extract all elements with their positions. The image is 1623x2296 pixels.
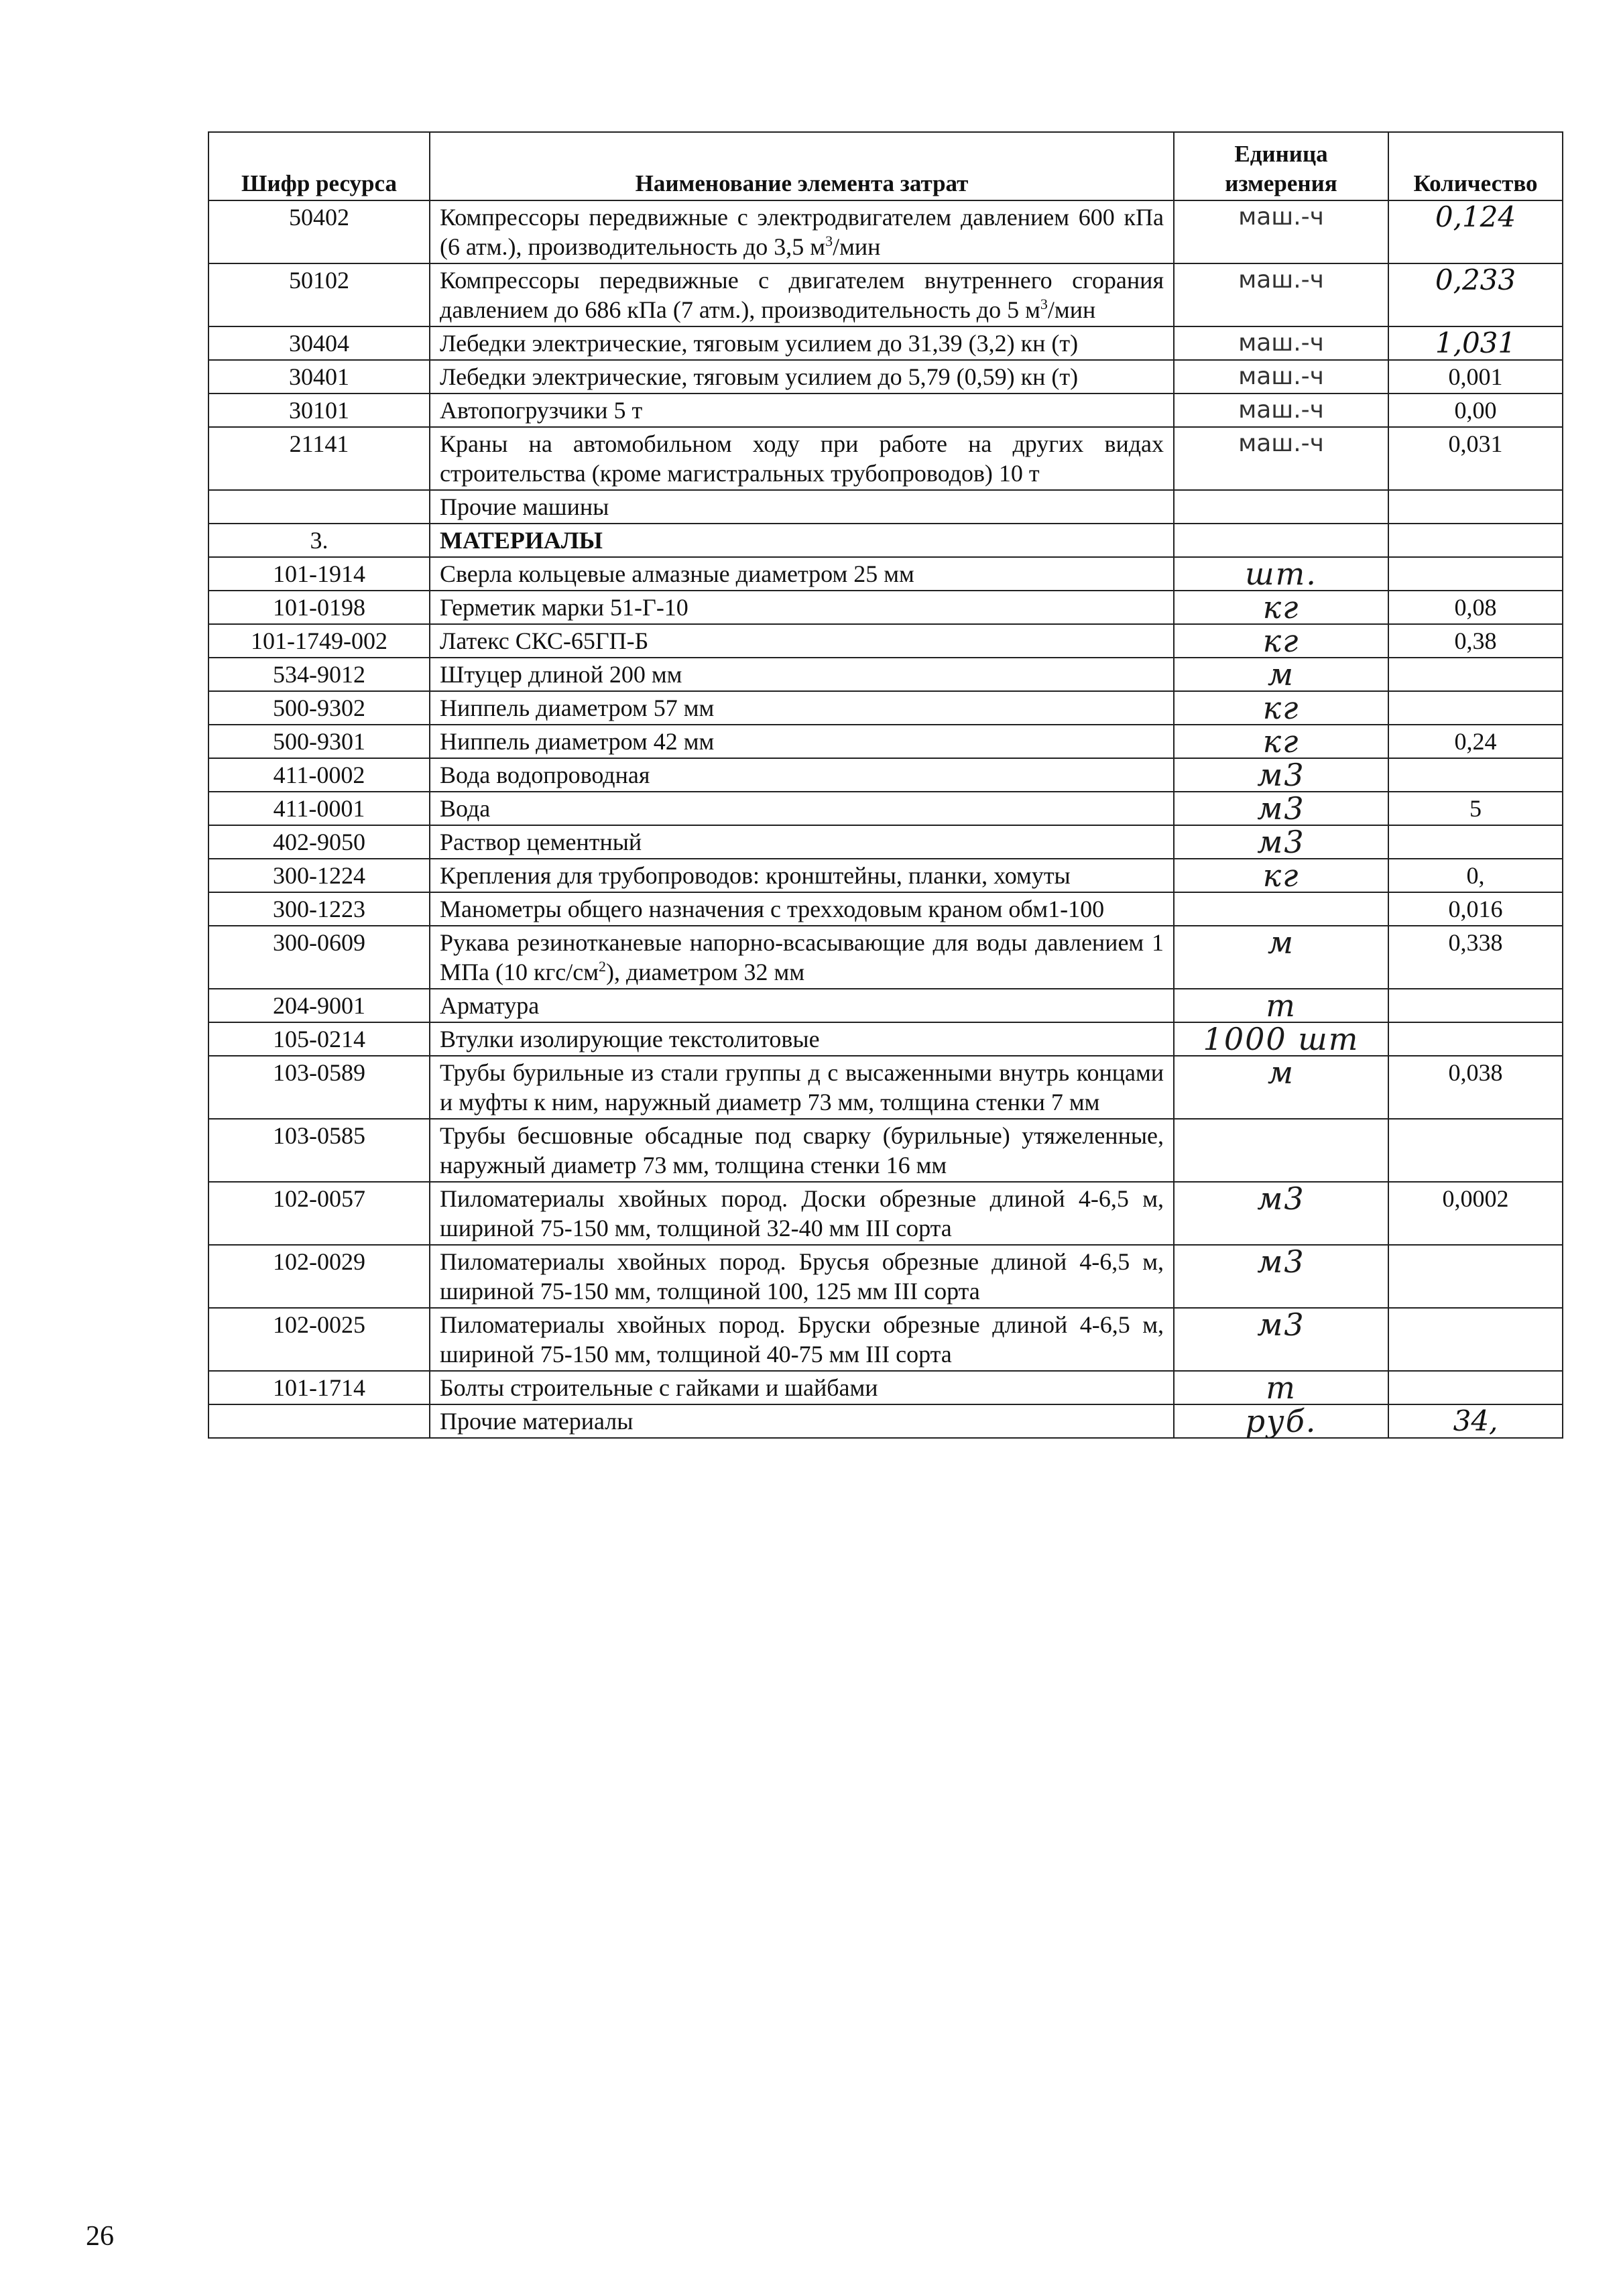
name-text-tail: ), диаметром 32 мм [605, 959, 805, 985]
cost-element-name: Болты строительные с гайками и шайбами [430, 1371, 1174, 1404]
resource-code: 101-1714 [208, 1371, 430, 1404]
cost-element-name: Штуцер длиной 200 мм [430, 658, 1174, 691]
table-row [208, 1245, 1563, 1308]
resource-code: 300-0609 [208, 926, 430, 989]
quantity: 0,338 [1388, 926, 1563, 989]
quantity: 0,0002 [1388, 1182, 1563, 1245]
table-row [208, 1308, 1563, 1371]
cost-element-name [430, 263, 1174, 326]
table-row [208, 200, 1563, 263]
table-row [208, 1371, 1563, 1404]
quantity: 0,00 [1388, 394, 1563, 427]
unit-of-measure: м3 [1174, 1182, 1388, 1245]
superscript: 3 [825, 233, 833, 249]
table-row [208, 263, 1563, 326]
resource-code: 50102 [208, 263, 430, 326]
cost-element-name: Лебедки электрические, тяговым усилием до 5,79 (0,59) кн (т) [430, 360, 1174, 394]
table-row [208, 360, 1563, 394]
cost-element-name: Раствор цементный [430, 825, 1174, 859]
unit-of-measure: м [1174, 926, 1388, 989]
header-qty: Количество [1388, 132, 1563, 200]
unit-of-measure: м3 [1174, 758, 1388, 792]
table-row [208, 725, 1563, 758]
quantity: 0,124 [1388, 200, 1563, 263]
quantity: 0,031 [1388, 427, 1563, 490]
quantity [1388, 1119, 1563, 1182]
quantity: 0,233 [1388, 263, 1563, 326]
cost-element-name: Вода водопроводная [430, 758, 1174, 792]
unit-of-measure: кг [1174, 591, 1388, 624]
unit-of-measure: маш.-ч [1174, 394, 1388, 427]
table-row [208, 1022, 1563, 1056]
table-row [208, 490, 1563, 524]
resource-code: 102-0025 [208, 1308, 430, 1371]
superscript: 2 [598, 958, 606, 975]
superscript: 3 [1040, 296, 1048, 312]
quantity [1388, 1371, 1563, 1404]
cost-element-name: Сверла кольцевые алмазные диаметром 25 мм [430, 557, 1174, 591]
resource-code: 30404 [208, 326, 430, 360]
resource-code: 411-0001 [208, 792, 430, 825]
resource-code: 102-0057 [208, 1182, 430, 1245]
quantity [1388, 490, 1563, 524]
resource-code: 411-0002 [208, 758, 430, 792]
cost-element-name: Вода [430, 792, 1174, 825]
resource-code: 204-9001 [208, 989, 430, 1022]
table-row [208, 758, 1563, 792]
name-text: Компрессоры передвижные с двигателем внутреннего сгорания давлением до 686 кПа (7 атм.), производительность до 5 м [440, 267, 1164, 323]
table-row [208, 524, 1563, 557]
cost-element-name: Лебедки электрические, тяговым усилием до 31,39 (3,2) кн (т) [430, 326, 1174, 360]
unit-of-measure: м3 [1174, 825, 1388, 859]
unit-of-measure: кг [1174, 859, 1388, 892]
unit-of-measure [1174, 1119, 1388, 1182]
name-text: Рукава резинотканевые напорно-всасывающие для воды давлением 1 МПа (10 кгс/см [440, 929, 1164, 985]
cost-element-name: Прочие материалы [430, 1404, 1174, 1438]
resource-code: 102-0029 [208, 1245, 430, 1308]
table-row [208, 427, 1563, 490]
resource-code: 300-1224 [208, 859, 430, 892]
resource-code: 101-1749-002 [208, 624, 430, 658]
resource-code [208, 490, 430, 524]
resource-code: 101-1914 [208, 557, 430, 591]
quantity: 1,031 [1388, 326, 1563, 360]
quantity: 0,08 [1388, 591, 1563, 624]
cost-element-name: Герметик марки 51-Г-10 [430, 591, 1174, 624]
unit-of-measure: м [1174, 658, 1388, 691]
unit-of-measure: маш.-ч [1174, 263, 1388, 326]
resource-code: 103-0589 [208, 1056, 430, 1119]
cost-element-name: Арматура [430, 989, 1174, 1022]
unit-of-measure [1174, 892, 1388, 926]
cost-element-name: Втулки изолирующие текстолитовые [430, 1022, 1174, 1056]
resource-code [208, 1404, 430, 1438]
quantity [1388, 1022, 1563, 1056]
unit-of-measure: т [1174, 989, 1388, 1022]
unit-of-measure [1174, 490, 1388, 524]
resource-code: 50402 [208, 200, 430, 263]
quantity: 0,24 [1388, 725, 1563, 758]
cost-element-name: Ниппель диаметром 57 мм [430, 691, 1174, 725]
header-unit: Единица измерения [1174, 132, 1388, 200]
quantity: 0,38 [1388, 624, 1563, 658]
quantity: 0,016 [1388, 892, 1563, 926]
table-row [208, 394, 1563, 427]
unit-of-measure: маш.-ч [1174, 427, 1388, 490]
quantity: 34, [1388, 1404, 1563, 1438]
quantity: 0,038 [1388, 1056, 1563, 1119]
quantity: 0,001 [1388, 360, 1563, 394]
quantity: 0, [1388, 859, 1563, 892]
resource-code: 500-9302 [208, 691, 430, 725]
table-body [208, 200, 1563, 1438]
table-row [208, 989, 1563, 1022]
resource-table [208, 131, 1563, 1439]
quantity [1388, 1308, 1563, 1371]
resource-code: 30401 [208, 360, 430, 394]
name-text-tail: /мин [1047, 296, 1096, 323]
unit-of-measure: руб. [1174, 1404, 1388, 1438]
cost-element-name: Трубы бурильные из стали группы д с высаженными внутрь концами и муфты к ним, наружный диаметр 73 мм, толщина стенки 7 мм [430, 1056, 1174, 1119]
quantity [1388, 557, 1563, 591]
quantity [1388, 691, 1563, 725]
table-row [208, 591, 1563, 624]
unit-of-measure [1174, 524, 1388, 557]
quantity [1388, 989, 1563, 1022]
table-row [208, 1119, 1563, 1182]
resource-code: 21141 [208, 427, 430, 490]
quantity [1388, 658, 1563, 691]
unit-of-measure: 1000 шт [1174, 1022, 1388, 1056]
header-code: Шифр ресурса [208, 132, 430, 200]
cost-element-name: Трубы бесшовные обсадные под сварку (бурильные) утяжеленные, наружный диаметр 73 мм, толщина стенки 16 мм [430, 1119, 1174, 1182]
header-name: Наименование элемента затрат [430, 132, 1174, 200]
resource-code: 30101 [208, 394, 430, 427]
resource-code: 101-0198 [208, 591, 430, 624]
unit-of-measure: шт. [1174, 557, 1388, 591]
unit-of-measure: кг [1174, 691, 1388, 725]
quantity: 5 [1388, 792, 1563, 825]
page-number: 26 [86, 2221, 114, 2252]
table-row [208, 326, 1563, 360]
table-row [208, 1182, 1563, 1245]
unit-of-measure: м3 [1174, 1245, 1388, 1308]
quantity [1388, 758, 1563, 792]
resource-code: 500-9301 [208, 725, 430, 758]
table-row [208, 624, 1563, 658]
unit-of-measure: маш.-ч [1174, 200, 1388, 263]
unit-of-measure: маш.-ч [1174, 360, 1388, 394]
unit-of-measure: маш.-ч [1174, 326, 1388, 360]
section-title: МАТЕРИАЛЫ [430, 524, 1174, 557]
resource-code: 3. [208, 524, 430, 557]
cost-element-name: Прочие машины [430, 490, 1174, 524]
cost-element-name: Латекс СКС-65ГП-Б [430, 624, 1174, 658]
cost-element-name: Крепления для трубопроводов: кронштейны, планки, хомуты [430, 859, 1174, 892]
cost-element-name [430, 926, 1174, 989]
cost-element-name: Пиломатериалы хвойных пород. Доски обрезные длиной 4-6,5 м, шириной 75-150 мм, толщиной 32-40 мм III сорта [430, 1182, 1174, 1245]
resource-code: 300-1223 [208, 892, 430, 926]
unit-of-measure: м [1174, 1056, 1388, 1119]
resource-code: 534-9012 [208, 658, 430, 691]
table-row [208, 825, 1563, 859]
table-row [208, 892, 1563, 926]
quantity [1388, 1245, 1563, 1308]
resource-code: 402-9050 [208, 825, 430, 859]
cost-element-name: Ниппель диаметром 42 мм [430, 725, 1174, 758]
resource-code: 103-0585 [208, 1119, 430, 1182]
unit-of-measure: м3 [1174, 1308, 1388, 1371]
cost-element-name: Манометры общего назначения с трехходовым краном обм1-100 [430, 892, 1174, 926]
cost-element-name [430, 200, 1174, 263]
table-row [208, 926, 1563, 989]
table-row [208, 859, 1563, 892]
unit-of-measure: т [1174, 1371, 1388, 1404]
cost-element-name: Пиломатериалы хвойных пород. Брусья обрезные длиной 4-6,5 м, шириной 75-150 мм, толщиной 100, 125 мм III сорта [430, 1245, 1174, 1308]
table-row [208, 1404, 1563, 1438]
name-text: Компрессоры передвижные с электродвигателем давлением 600 кПа (6 атм.), производительность до 3,5 м [440, 204, 1164, 260]
cost-element-name: Автопогрузчики 5 т [430, 394, 1174, 427]
table-row [208, 792, 1563, 825]
quantity [1388, 524, 1563, 557]
unit-of-measure: кг [1174, 624, 1388, 658]
table-header-row [208, 132, 1563, 200]
table-row [208, 1056, 1563, 1119]
cost-element-name: Пиломатериалы хвойных пород. Бруски обрезные длиной 4-6,5 м, шириной 75-150 мм, толщиной 40-75 мм III сорта [430, 1308, 1174, 1371]
table-row [208, 557, 1563, 591]
unit-of-measure: м3 [1174, 792, 1388, 825]
name-text-tail: /мин [833, 233, 881, 260]
resource-code: 105-0214 [208, 1022, 430, 1056]
cost-element-name: Краны на автомобильном ходу при работе на других видах строительства (кроме магистральных трубопроводов) 10 т [430, 427, 1174, 490]
quantity [1388, 825, 1563, 859]
table-row [208, 691, 1563, 725]
table-row [208, 658, 1563, 691]
unit-of-measure: кг [1174, 725, 1388, 758]
